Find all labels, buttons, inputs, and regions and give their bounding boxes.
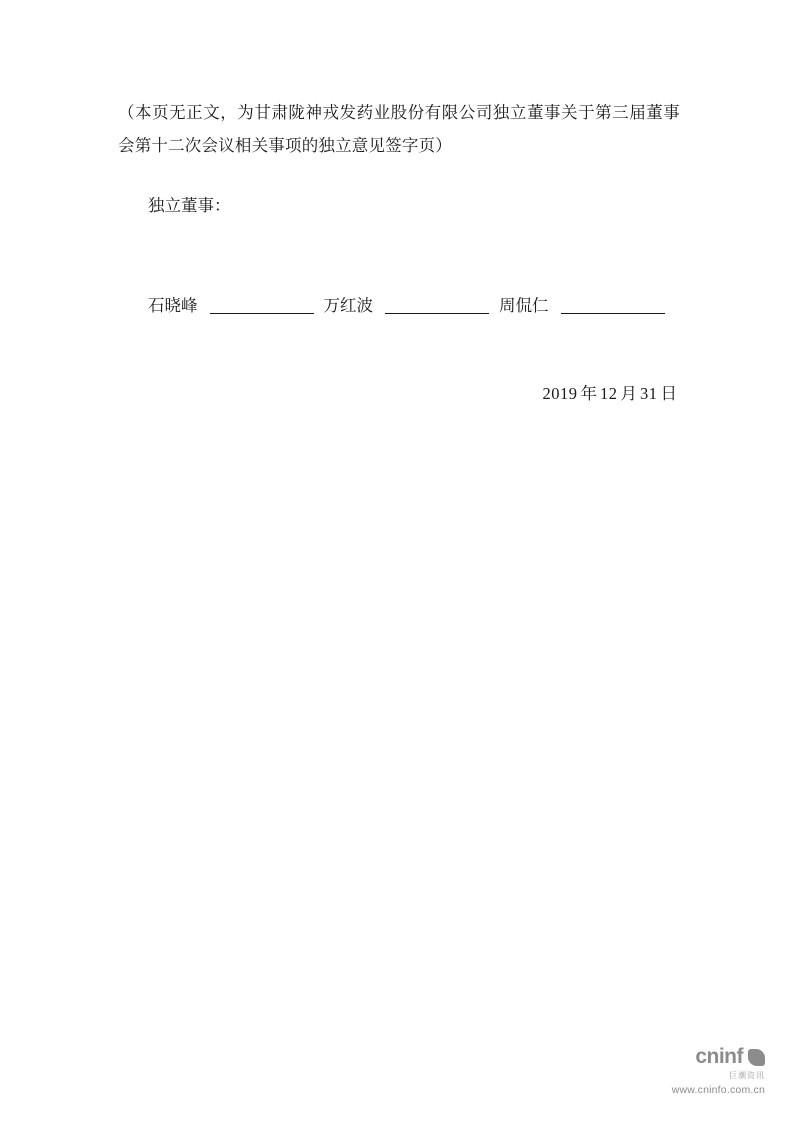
cninfo-logo-icon [748,1049,765,1066]
date-day-unit: 日 [660,384,677,403]
signature-row [148,292,688,316]
date-month-unit: 月 [620,384,637,403]
preamble-block [118,96,680,162]
signature-line-2 [385,299,489,314]
signers-label: 独立董事： [148,196,231,215]
date-day: 31 [640,384,658,403]
watermark-logo-text: cninf [695,1045,743,1068]
watermark-subtitle: 巨潮资讯 [729,1071,765,1080]
signature-line-3 [561,299,665,314]
watermark-logo-row [672,1045,765,1069]
preamble-paragraph: （本页无正文，为甘肃陇神戎发药业股份有限公司独立董事关于第三届董事会第十二次会议相关事项的独立意见签字页） [118,103,680,155]
date-month: 12 [600,384,618,403]
date-year: 2019 [542,384,578,403]
document-date [0,380,680,404]
watermark [672,1045,765,1096]
date-year-unit: 年 [580,384,597,403]
signature-line-1 [210,299,314,314]
watermark-url: www.cninfo.com.cn [671,1084,765,1096]
signer-name-2: 万红波 [323,296,373,315]
signer-name-3: 周侃仁 [499,296,549,315]
signer-name-1: 石晓峰 [148,296,198,315]
